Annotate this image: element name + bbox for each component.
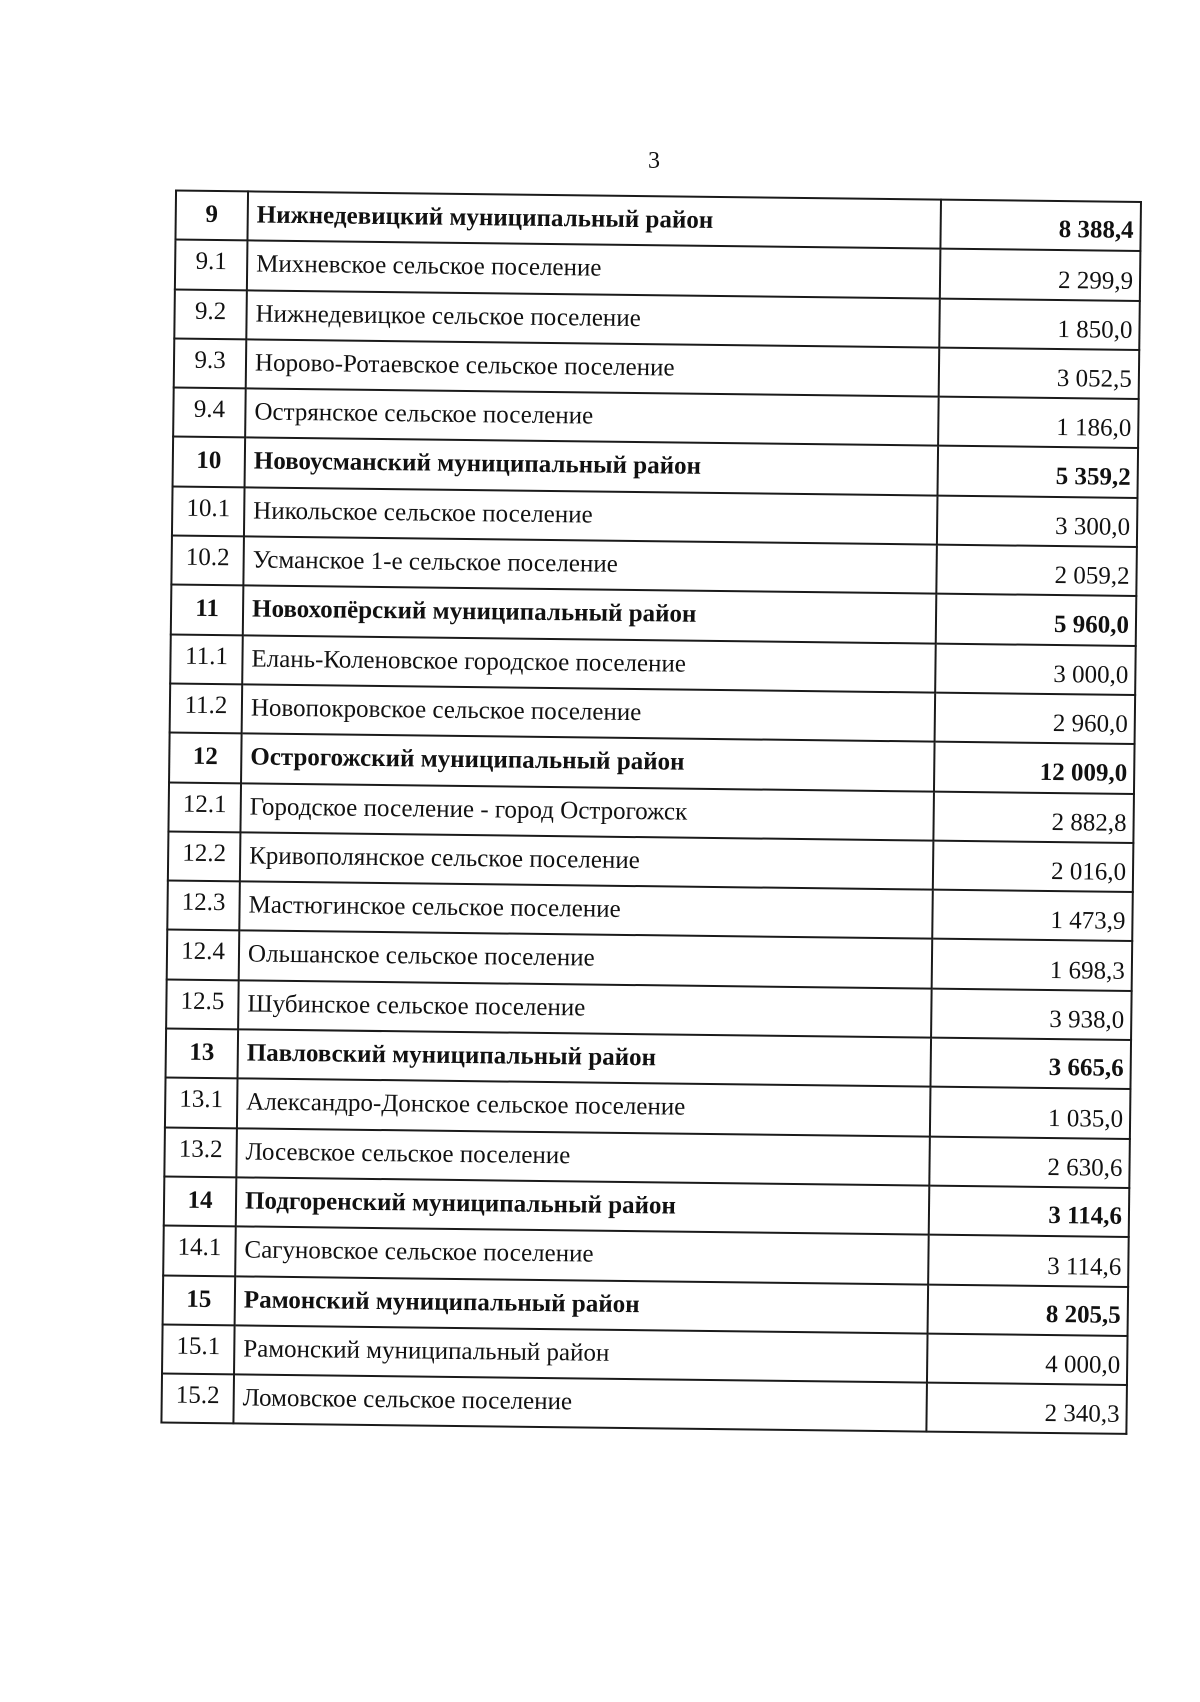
- allocation-table: [160, 190, 1142, 1436]
- municipality-name: Новопокровское сельское поселение: [242, 684, 936, 742]
- amount-value: 2 960,0: [935, 693, 1136, 745]
- municipality-name: Ломовское сельское поселение: [233, 1374, 927, 1432]
- amount-value: 1 035,0: [930, 1087, 1131, 1139]
- municipality-name: Нижнедевицкое сельское поселение: [246, 290, 940, 348]
- municipality-name: Новоусманский муниципальный район: [245, 438, 939, 496]
- amount-value: 1 186,0: [938, 397, 1139, 449]
- row-number: 12.3: [167, 881, 240, 931]
- row-number: 12: [169, 733, 242, 783]
- amount-value: 2 630,6: [929, 1136, 1130, 1188]
- amount-value: 12 009,0: [934, 742, 1135, 794]
- municipality-name: Нижнедевицкий муниципальный район: [247, 191, 941, 249]
- row-number: 12.2: [168, 831, 241, 881]
- amount-value: 2 340,3: [926, 1383, 1127, 1435]
- row-number: 9.1: [175, 240, 248, 290]
- municipality-name: Острянское сельское поселение: [245, 389, 939, 447]
- row-number: 13.2: [164, 1127, 237, 1177]
- municipality-name: Мастюгинское сельское поселение: [239, 882, 933, 940]
- row-number: 10.1: [172, 486, 245, 536]
- amount-value: 2 299,9: [940, 249, 1141, 301]
- amount-value: 3 114,6: [928, 1235, 1129, 1287]
- municipality-name: Кривополянское сельское поселение: [240, 832, 934, 890]
- amount-value: 3 000,0: [935, 643, 1136, 695]
- amount-value: 3 052,5: [939, 348, 1140, 400]
- amount-value: 8 205,5: [928, 1284, 1129, 1336]
- municipality-name: Подгоренский муниципальный район: [236, 1177, 930, 1235]
- row-number: 13.1: [165, 1078, 238, 1128]
- municipality-name: Лосевское сельское поселение: [236, 1128, 930, 1186]
- row-number: 14.1: [163, 1226, 236, 1276]
- row-number: 12.4: [167, 930, 240, 980]
- amount-value: 2 016,0: [933, 840, 1134, 892]
- municipality-name: Усманское 1-е сельское поселение: [243, 536, 937, 594]
- row-number: 10: [173, 437, 246, 487]
- municipality-name: Шубинское сельское поселение: [238, 980, 932, 1038]
- row-number: 9.3: [174, 338, 247, 388]
- row-number: 13: [166, 1029, 239, 1079]
- row-number: 11.2: [170, 683, 243, 733]
- row-number: 11: [171, 585, 244, 635]
- row-number: 11.1: [170, 634, 243, 684]
- row-number: 15.2: [161, 1374, 234, 1424]
- municipality-name: Ольшанское сельское поселение: [239, 931, 933, 989]
- amount-value: 3 665,6: [930, 1038, 1131, 1090]
- municipality-name: Острогожский муниципальный район: [241, 734, 935, 792]
- row-number: 9: [175, 191, 248, 241]
- row-number: 14: [164, 1176, 237, 1226]
- municipality-name: Норово-Ротаевское сельское поселение: [246, 339, 940, 397]
- municipality-name: Сагуновское сельское поселение: [235, 1227, 929, 1285]
- page-number: 3: [648, 148, 660, 174]
- amount-value: 3 938,0: [931, 988, 1132, 1040]
- amount-value: 1 698,3: [932, 939, 1133, 991]
- amount-value: 2 059,2: [936, 545, 1137, 597]
- amount-value: 1 850,0: [939, 298, 1140, 350]
- amount-value: 2 882,8: [933, 791, 1134, 843]
- amount-value: 8 388,4: [940, 200, 1141, 252]
- amount-value: 3 300,0: [937, 495, 1138, 547]
- municipality-name: Михневское сельское поселение: [247, 241, 941, 299]
- row-number: 15.1: [162, 1324, 235, 1374]
- row-number: 12.5: [166, 979, 239, 1029]
- amount-value: 5 359,2: [937, 446, 1138, 498]
- settlement-row: [161, 1374, 1127, 1435]
- row-number: 15: [163, 1275, 236, 1325]
- municipality-name: Павловский муниципальный район: [238, 1029, 932, 1087]
- allocation-table-body: [161, 191, 1141, 1435]
- row-number: 10.2: [171, 536, 244, 586]
- row-number: 9.2: [174, 289, 247, 339]
- amount-value: 5 960,0: [936, 594, 1137, 646]
- municipality-name: Рамонский муниципальный район: [234, 1325, 928, 1383]
- municipality-name: Новохопёрский муниципальный район: [243, 586, 937, 644]
- municipality-name: Городское поселение - город Острогожск: [240, 783, 934, 841]
- municipality-name: Александро-Донское сельское поселение: [237, 1079, 931, 1137]
- row-number: 12.1: [168, 782, 241, 832]
- municipality-name: Рамонский муниципальный район: [235, 1276, 929, 1334]
- allocation-table-container: [160, 190, 1140, 1436]
- amount-value: 4 000,0: [927, 1333, 1128, 1385]
- amount-value: 3 114,6: [929, 1186, 1130, 1238]
- municipality-name: Никольское сельское поселение: [244, 487, 938, 545]
- municipality-name: Елань-Коленовское городское поселение: [242, 635, 936, 693]
- amount-value: 1 473,9: [932, 890, 1133, 942]
- row-number: 9.4: [173, 388, 246, 438]
